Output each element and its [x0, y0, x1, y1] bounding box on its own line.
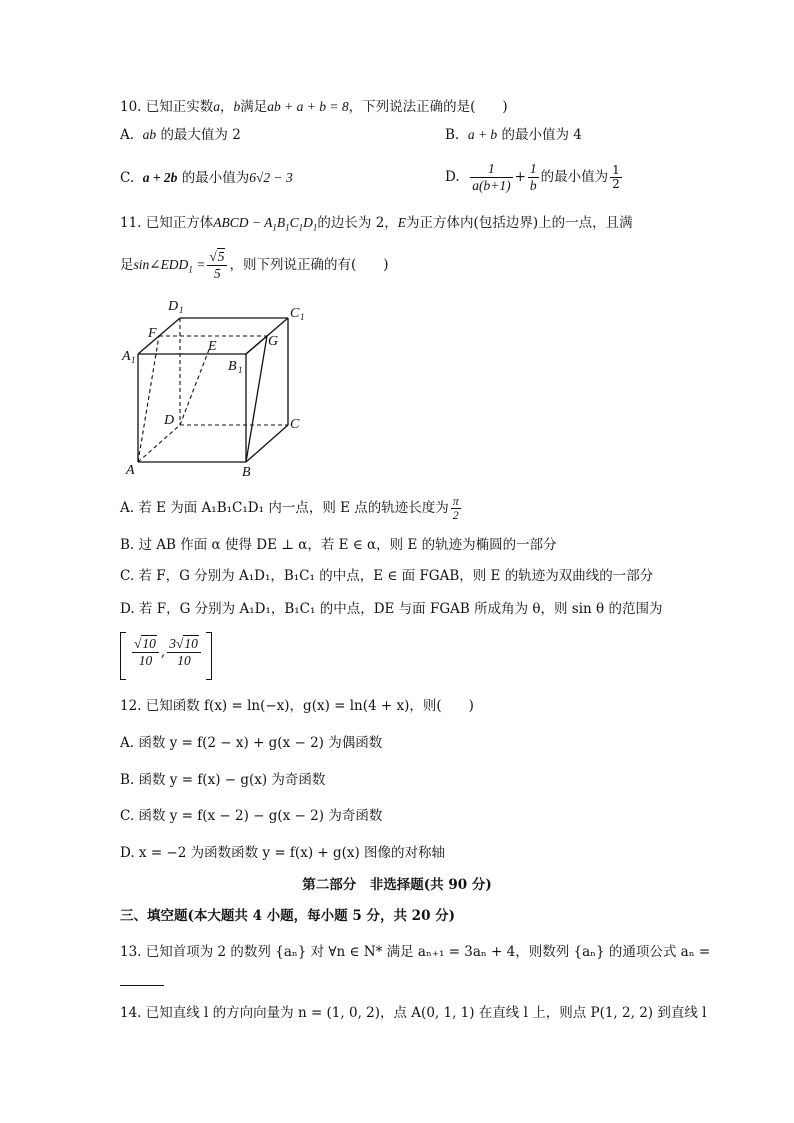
- q10-stem: 10. 已知正实数a，b满足ab + a + b = 8，下列说法正确的是( ): [120, 99, 508, 115]
- q12-option-b: B. 函数 y = f(x) − g(x) 为奇函数: [120, 772, 326, 788]
- q12-option-a: A. 函数 y = f(2 − x) + g(x − 2) 为偶函数: [120, 735, 383, 751]
- label-e: E: [208, 339, 217, 354]
- q11-interval-low: $\frac{√10}{10}$: [132, 636, 159, 669]
- q10-option-a: A. ab 的最大值为 2: [120, 127, 241, 143]
- label-f: F: [148, 326, 157, 341]
- label-g: G: [268, 334, 279, 349]
- q11-interval-high: $\frac{3√10}{10}$: [167, 636, 201, 669]
- q11-option-a: A. 若 E 为面 A₁B₁C₁D₁ 内一点，则 E 点的轨迹长度为 $\frac{\pi}{2}$: [120, 494, 459, 522]
- q11-option-b: B. 过 AB 作面 α 使得 DE ⊥ α，若 E ∈ α，则 E 的轨迹为椭圆的一部分: [120, 537, 557, 553]
- label-b1: B: [228, 359, 237, 374]
- q11-d-interval: $\frac{√10}{10}$ , $\frac{3√10}{10}$: [120, 632, 212, 680]
- q10-d-frac1: $\frac{1}{a(b+1)}$: [472, 161, 511, 193]
- svg-text:1: 1: [300, 312, 305, 322]
- section-2-heading: 第二部分 非选择题(共 90 分): [302, 877, 492, 893]
- label-b: B: [242, 465, 251, 480]
- q13-answer-blank: [120, 985, 164, 986]
- q12-option-c: C. 函数 y = f(x − 2) − g(x − 2) 为奇函数: [120, 808, 383, 824]
- q11-sqrt5-frac: $\frac{√5}{5}$: [207, 249, 227, 282]
- cube-figure: [118, 292, 318, 482]
- label-a1: A: [122, 349, 131, 364]
- q14-stem: 14. 已知直线 l 的方向向量为 n = (1, 0, 2)，点 A(0, 1, 1) 在直线 l 上，则点 P(1, 2, 2) 到直线 l: [120, 1005, 707, 1021]
- q10-option-c: C. a + 2b 的最小值为6√2 − 3: [120, 170, 293, 186]
- svg-text:1: 1: [238, 365, 243, 375]
- q11-stem-line1: 11. 已知正方体ABCD − $A_1B_1C_1D_1$的边长为 2，E为正方体内(包括边界)上的一点，且满: [120, 215, 633, 233]
- q10-d-frac2: $\frac{1}{b}$: [529, 161, 537, 193]
- q11-option-d: D. 若 F，G 分别为 A₁D₁，B₁C₁ 的中点，DE 与面 FGAB 所成角为 θ，则 sin θ 的范围为: [120, 601, 663, 617]
- q13-stem: 13. 已知首项为 2 的数列 {aₙ} 对 ∀n ∈ N* 满足 aₙ₊₁ = 3aₙ + 4，则数列 {aₙ} 的通项公式 aₙ =: [120, 944, 711, 960]
- q10-d-value: $\frac{1}{2}$: [612, 163, 620, 191]
- label-d: D: [164, 413, 175, 428]
- q11-stem-line2: 足$\sin\angle EDD_1$ = $\frac{√5}{5}$ ，则下列说正确的有( ): [120, 249, 389, 281]
- q10-option-d: D. $\frac{1}{a(b+1)}$ + $\frac{1}{b}$ 的最小值为 $\frac{1}{2}$: [445, 161, 620, 193]
- q11-option-c: C. 若 F，G 分别为 A₁D₁，B₁C₁ 的中点，E ∈ 面 FGAB，则 E 的轨迹为双曲线的一部分: [120, 568, 654, 584]
- q10-option-b: B. a + b 的最小值为 4: [445, 127, 582, 143]
- q12-stem: 12. 已知函数 f(x) = ln(−x)，g(x) = ln(4 + x)，则( ): [120, 698, 474, 714]
- svg-text:1: 1: [131, 355, 136, 365]
- svg-text:1: 1: [179, 305, 184, 315]
- q11-a-pi-frac: $\frac{\pi}{2}$: [452, 494, 459, 522]
- q12-option-d: D. x = −2 为函数函数 y = f(x) + g(x) 图像的对称轴: [120, 845, 446, 861]
- section-3-heading: 三、填空题(本大题共 4 小题，每小题 5 分，共 20 分): [120, 908, 456, 924]
- label-d1: D: [168, 299, 179, 314]
- label-a: A: [126, 463, 135, 478]
- label-c1: C: [290, 306, 300, 321]
- label-c: C: [290, 417, 300, 432]
